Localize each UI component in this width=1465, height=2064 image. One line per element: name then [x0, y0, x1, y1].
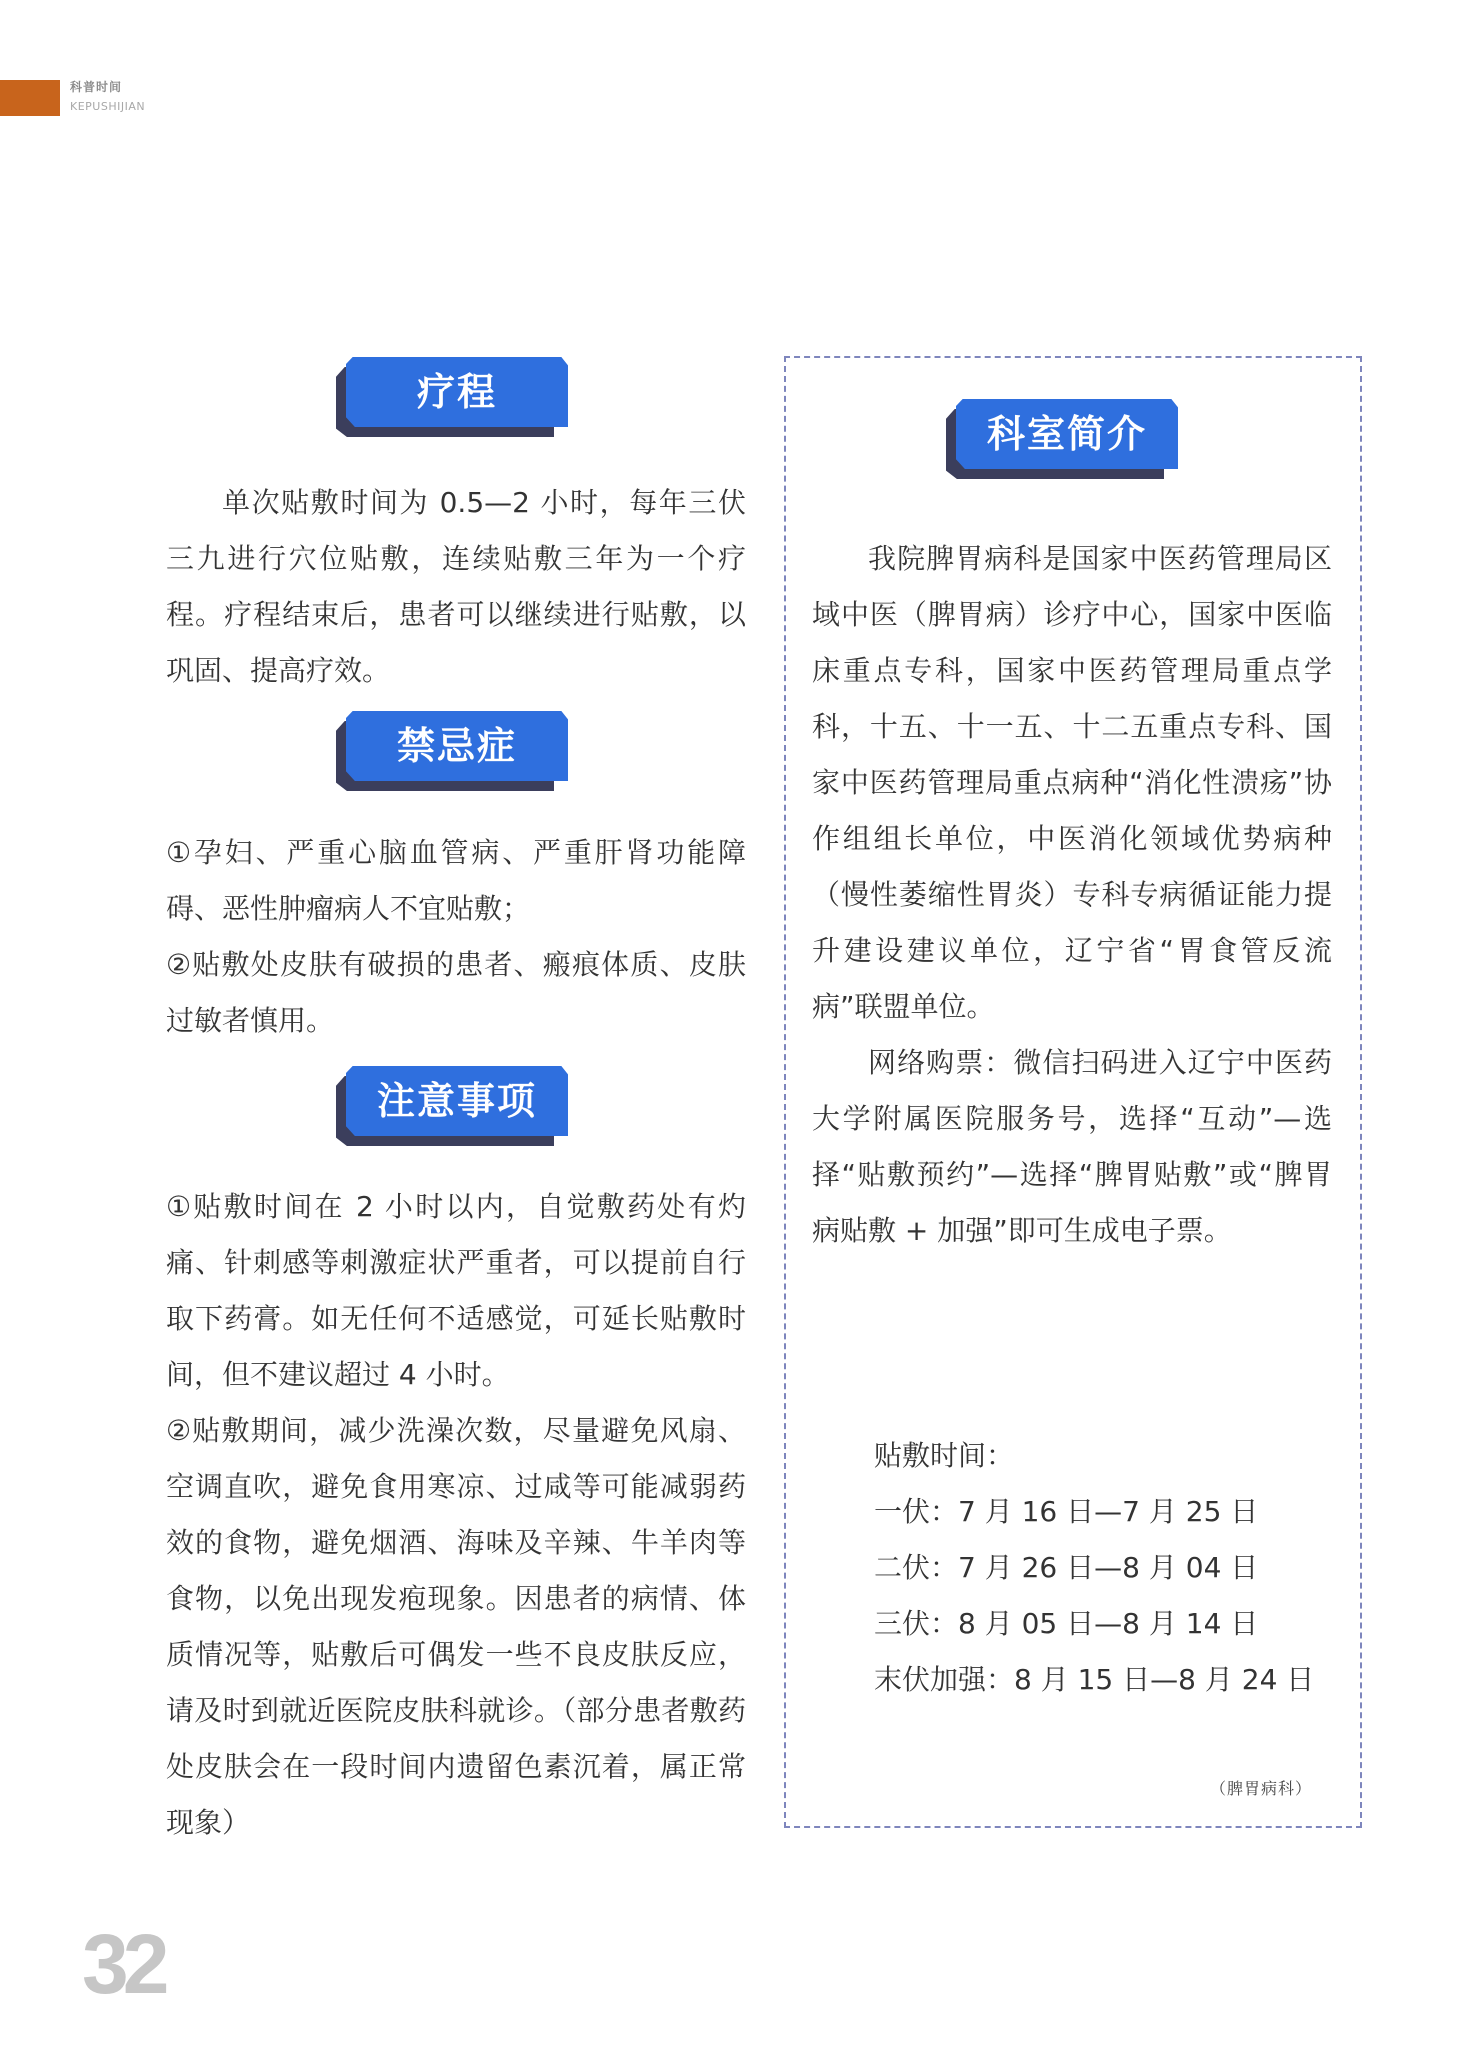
course-text: 单次贴敷时间为 0.5—2 小时，每年三伏三九进行穴位贴敷，连续贴敷三年为一个疗程。疗程结束后，患者可以继续进行贴敷，以巩固、提高疗效。: [166, 486, 746, 687]
contraindications-title: 禁忌症: [396, 723, 517, 768]
precautions-heading: [346, 1066, 570, 1146]
schedule-title: 贴敷时间：: [874, 1439, 1015, 1472]
department-intro: 我院脾胃病科是国家中医药管理局区域中医（脾胃病）诊疗中心，国家中医临床重点专科，国家中医药管理局重点学科，十五、十一五、十二五重点专科、国家中医药管理局重点病种“消化性溃疡”协作组组长单位，中医消化领域优势病种（慢性萎缩性胃炎）专科专病循证能力提升建设建议单位，辽宁省“胃食管反流病”联盟单位。: [812, 542, 1332, 1023]
schedule-item: 三伏：8 月 05 日—8 月 14 日: [874, 1607, 1259, 1640]
contraindications-heading: [346, 711, 570, 791]
department-heading: [956, 399, 1180, 479]
precaution-item: ②贴敷期间，减少洗澡次数，尽量避免风扇、空调直吹，避免食用寒凉、过咸等可能减弱药效的食物，避免烟酒、海味及辛辣、牛羊肉等食物，以免出现发疱现象。因患者的病情、体质情况等，贴敷后可偶发一些不良皮肤反应，请及时到就近医院皮肤科就诊。（部分患者敷药处皮肤会在一段时间内遗留色素沉着，属正常现象）: [166, 1414, 746, 1839]
precaution-item: ①贴敷时间在 2 小时以内，自觉敷药处有灼痛、针刺感等刺激症状严重者，可以提前自行取下药膏。如无任何不适感觉，可延长贴敷时间，但不建议超过 4 小时。: [166, 1190, 746, 1391]
course-title: 疗程: [416, 369, 497, 414]
section-color-bar: [0, 80, 60, 116]
section-title-cn: 科普时间: [70, 80, 123, 94]
department-section: [812, 531, 1332, 1259]
page-number: 32: [82, 1917, 164, 2011]
schedule-item: 二伏：7 月 26 日—8 月 04 日: [874, 1551, 1259, 1584]
contraindications-section: [166, 825, 746, 1049]
ticketing-info: 网络购票：微信扫码进入辽宁中医药大学附属医院服务号，选择“互动”—选择“贴敷预约”—选择“脾胃贴敷”或“脾胃病贴敷 + 加强”即可生成电子票。: [812, 1046, 1332, 1247]
schedule: [874, 1428, 1334, 1708]
course-section: [166, 475, 746, 699]
department-title: 科室简介: [986, 411, 1147, 456]
contraindication-item: ①孕妇、严重心脑血管病、严重肝肾功能障碍、恶性肿瘤病人不宜贴敷；: [166, 836, 746, 925]
contraindication-item: ②贴敷处皮肤有破损的患者、瘢痕体质、皮肤过敏者慎用。: [166, 948, 746, 1037]
section-title-en: KEPUSHIJIAN: [70, 100, 146, 113]
precautions-title: 注意事项: [376, 1078, 537, 1123]
course-heading: [346, 357, 570, 437]
author-credit: （脾胃病科）: [1210, 1779, 1313, 1798]
schedule-item: 末伏加强：8 月 15 日—8 月 24 日: [874, 1663, 1315, 1696]
precautions-section: [166, 1179, 746, 1851]
schedule-item: 一伏：7 月 16 日—7 月 25 日: [874, 1495, 1259, 1528]
